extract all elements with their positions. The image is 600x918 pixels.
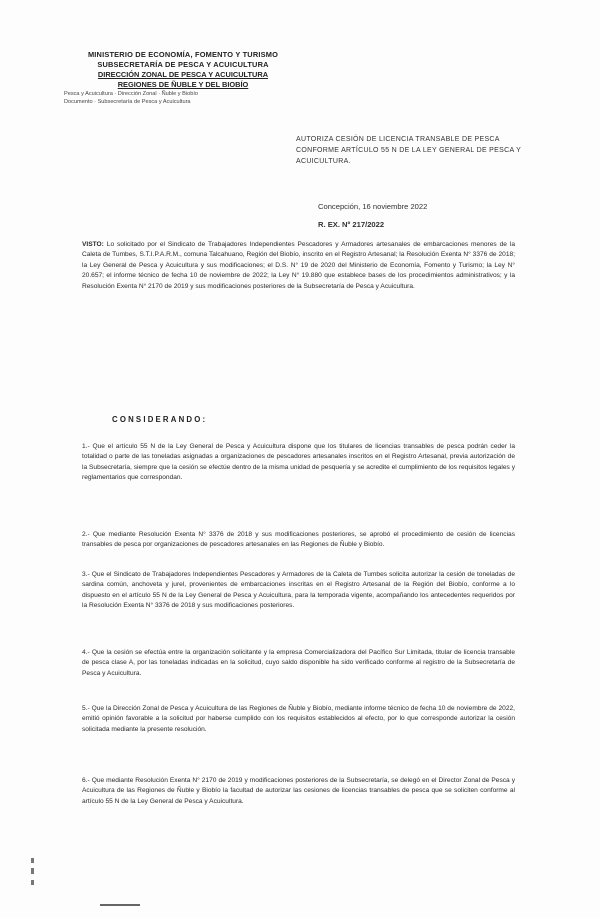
regiones-name: REGIONES DE ÑUBLE Y DEL BIOBÍO: [117, 80, 249, 89]
considerando-item-4: 4.- Que la cesión se efectúa entre la organización solicitante y la empresa Comercializadora del Pacífico Sur Limitada, titular de licencia transable de pesca clase A, por las toneladas indicadas en la solicitud, cuyo saldo disponible ha sido verificado conforme al registro de la Subsecretaría de Pesca y Acuicultura.: [82, 649, 515, 677]
considerando-item-5: 5.- Que la Dirección Zonal de Pesca y Acuicultura de las Regiones de Ñuble y Biobío, mediante informe técnico de fecha 10 de noviembre de 2022, emitió opinión favorable a la solicitud por haberse cumplido con los requisitos establecidos al efecto, por lo que corresponde autorizar la cesión solicitada mediante la presente resolución.: [82, 705, 515, 733]
considerando-title: CONSIDERANDO:: [112, 415, 208, 424]
considerando-item-3: 3.- Que el Sindicato de Trabajadores Independientes Pescadores y Armadores de la Caleta de Tumbes solicita autorizar la cesión de toneladas de sardina común, anchoveta y jurel, provenientes de embarcaciones inscritas en el Registro Artesanal de la Región del Biobío, conforme a lo dispuesto en el artículo 55 N de la Ley General de Pesca y Acuicultura, para la temporada vigente, acompañando los antecedentes requeridos por la Resolución Exenta N° 3376 de 2018 y sus modificaciones posteriores.: [82, 571, 515, 610]
reference-subject: AUTORIZA CESIÓN DE LICENCIA TRANSABLE DE PESCA CONFORME ARTÍCULO 55 N DE LA LEY GENERAL DE PESCA Y ACUICULTURA.: [296, 136, 521, 165]
letterhead: [58, 50, 308, 106]
considerando-item-1: 1.- Que el artículo 55 N de la Ley General de Pesca y Acuicultura dispone que los titulares de licencias transables de pesca podrán ceder la totalidad o parte de las toneladas asignadas a organizaciones de pescadores artesanales inscritos en el Registro Artesanal, previa autorización de la Subsecretaría, siempre que la cesión se efectúe dentro de la misma unidad de pesquería y se acredite el cumplimiento de los requisitos legales y reglamentarios que correspondan.: [82, 443, 515, 482]
header-ref-line-2: Documento · Subsecretaría de Pesca y Acuicultura: [64, 99, 191, 105]
footer-mark: [100, 904, 140, 906]
considerando-item-2: 2.- Que mediante Resolución Exenta N° 3376 de 2018 y sus modificaciones posteriores, se aprobó el procedimiento de cesión de licencias transables de pesca por organizaciones de pescadores artesanales en las Regiones de Ñuble y Biobío.: [82, 531, 515, 549]
visto-text: Lo solicitado por el Sindicato de Trabajadores Independientes Pescadores y Armadores artesanales de embarcaciones menores de la Caleta de Tumbes, S.T.I.P.A.R.M., comuna Talcahuano, Región del Biobío, inscrito en el Registro Artesanal; la Resolución Exenta N° 3376 de 2018; la Ley General de Pesca y Acuicultura y sus modificaciones; el D.S. N° 19 de 2020 del Ministerio de Economía, Fomento y Turismo; la Ley N° 20.657; el informe técnico de fecha 10 de noviembre de 2022; la Ley N° 19.880 que establece bases de los procedimientos administrativos; y la Resolución Exenta N° 2170 de 2019 y sus modificaciones posteriores de la Subsecretaría de Pesca y Acuicultura.: [82, 241, 515, 290]
resolution-number: R. EX. Nº 217/2022: [318, 220, 385, 229]
ministry-name: MINISTERIO DE ECONOMÍA, FOMENTO Y TURISMO: [87, 50, 279, 59]
direccion-name: DIRECCIÓN ZONAL DE PESCA Y ACUICULTURA: [97, 70, 269, 79]
header-ref-line-1: Pesca y Acuicultura · Dirección Zonal · Ñuble y Biobío: [64, 91, 198, 97]
visto-paragraph: [82, 240, 515, 292]
visto-lead: VISTO:: [82, 241, 104, 248]
subsecretaria-name: SUBSECRETARÍA DE PESCA Y ACUICULTURA: [97, 60, 269, 69]
document-date: Concepción, 16 noviembre 2022: [318, 202, 428, 211]
considerando-item-6: 6.- Que mediante Resolución Exenta N° 2170 de 2019 y modificaciones posteriores de la Subsecretaría, se delegó en el Director Zonal de Pesca y Acuicultura de las Regiones de Ñuble y Biobío la facultad de autorizar las cesiones de licencias transables de pesca que se soliciten conforme al artículo 55 N de la Ley General de Pesca y Acuicultura.: [82, 777, 515, 805]
margin-stamp-mark: [28, 856, 38, 892]
